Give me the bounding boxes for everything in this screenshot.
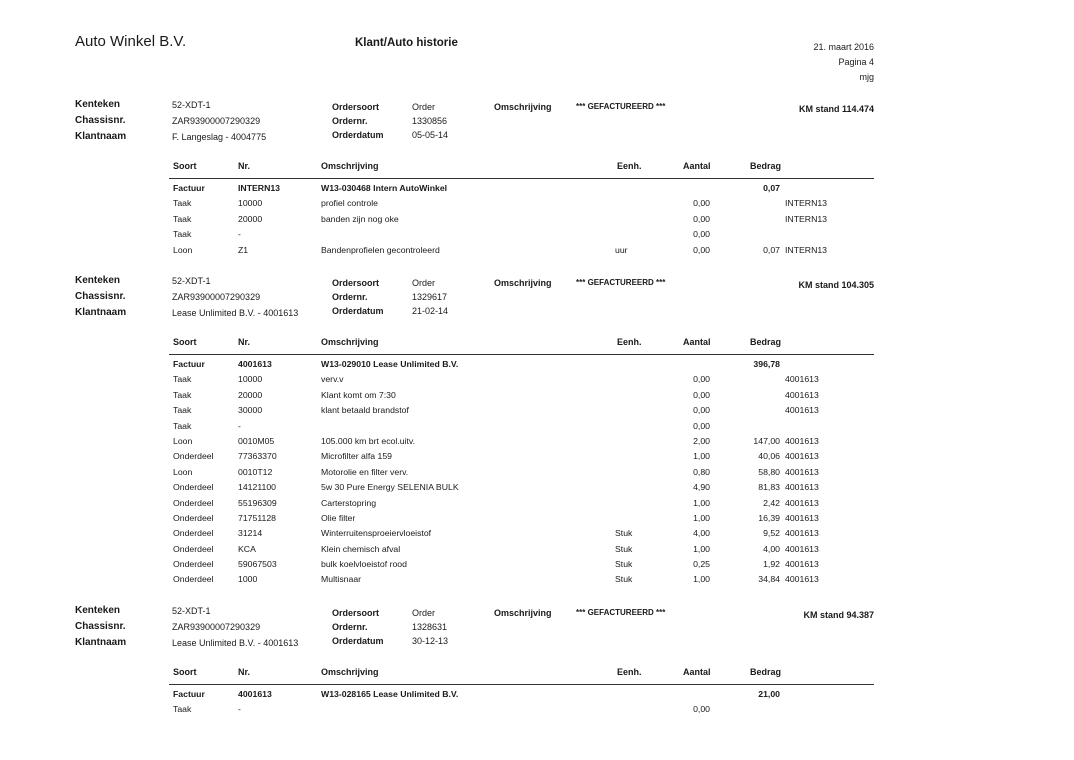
col-bedrag: Bedrag: [750, 337, 782, 347]
cell-soort: Taak: [173, 389, 192, 400]
ordernr-value: 1329617: [412, 292, 448, 302]
cell-omschrijving: banden zijn nog oke: [321, 213, 399, 224]
cell-aantal: 0,80: [693, 466, 710, 477]
cell-omschrijving: Klein chemisch afval: [321, 543, 401, 554]
chassis-value: ZAR93900007290329: [172, 622, 261, 632]
cell-soort: Taak: [173, 405, 192, 416]
col-aantal: Aantal: [683, 667, 711, 677]
order-values: [412, 100, 448, 142]
ordernr-value: 1328631: [412, 622, 448, 632]
cell-nr: 55196309: [238, 497, 277, 508]
cell-aantal: 1,00: [693, 451, 710, 462]
cell-bedrag: 40,06: [758, 451, 780, 462]
table-row: [0, 405, 1074, 420]
cell-bedrag: 1,92: [763, 559, 780, 570]
report-date: 21. maart 2016: [813, 42, 874, 52]
col-aantal: Aantal: [683, 161, 711, 171]
cell-soort: Factuur: [173, 689, 205, 699]
cell-soort: Onderdeel: [173, 543, 214, 554]
kenteken-value: 52-XDT-1: [172, 100, 211, 110]
cell-ref: 4001613: [785, 574, 819, 585]
chassis-value: ZAR93900007290329: [172, 292, 261, 302]
user-code: mjg: [859, 72, 874, 82]
cell-ref: 4001613: [785, 497, 819, 508]
orderdatum-label: Orderdatum: [332, 306, 384, 316]
table-row: [0, 421, 1074, 436]
cell-bedrag: 396,78: [753, 359, 780, 369]
cell-omschrijving: W13-030468 Intern AutoWinkel: [321, 183, 448, 193]
klant-value: F. Langeslag - 4004775: [172, 132, 267, 142]
col-nr: Nr.: [238, 337, 251, 347]
cell-eenh: Stuk: [615, 559, 633, 570]
cell-eenh: uur: [615, 244, 628, 255]
table-row: [0, 498, 1074, 513]
cell-aantal: 0,00: [693, 405, 710, 416]
cell-ref: INTERN13: [785, 244, 827, 255]
table-row: [0, 245, 1074, 260]
cell-soort: Onderdeel: [173, 528, 214, 539]
header-rule: [169, 178, 874, 179]
cell-nr: KCA: [238, 543, 256, 554]
klant-label: Klantnaam: [75, 131, 127, 142]
klant-label: Klantnaam: [75, 637, 127, 648]
cell-soort: Onderdeel: [173, 574, 214, 585]
order-labels: [332, 606, 384, 648]
col-bedrag: Bedrag: [750, 161, 782, 171]
cell-soort: Onderdeel: [173, 451, 214, 462]
table-row: [0, 390, 1074, 405]
cell-nr: 30000: [238, 405, 263, 416]
cell-ref: 4001613: [785, 559, 819, 570]
cell-bedrag: 2,42: [763, 497, 780, 508]
cell-omschrijving: Klant komt om 7:30: [321, 389, 396, 400]
cell-eenh: Stuk: [615, 574, 633, 585]
page-number: Pagina 4: [838, 57, 874, 67]
chassis-label: Chassisnr.: [75, 291, 126, 302]
table-row: [0, 229, 1074, 244]
klant-value: Lease Unlimited B.V. - 4001613: [172, 638, 299, 648]
col-eenh: Eenh.: [617, 667, 642, 677]
cell-ref: 4001613: [785, 374, 819, 385]
cell-eenh: Stuk: [615, 528, 633, 539]
orderdatum-label: Orderdatum: [332, 636, 384, 646]
cell-aantal: 1,00: [693, 497, 710, 508]
klant-label: Klantnaam: [75, 307, 127, 318]
chassis-label: Chassisnr.: [75, 621, 126, 632]
cell-aantal: 4,00: [693, 528, 710, 539]
cell-nr: 77363370: [238, 451, 277, 462]
kenteken-value: 52-XDT-1: [172, 606, 211, 616]
cell-omschrijving: Olie filter: [321, 512, 356, 523]
cell-soort: Taak: [173, 198, 192, 209]
col-soort: Soort: [173, 161, 197, 171]
table-row: [0, 513, 1074, 528]
kenteken-label: Kenteken: [75, 275, 121, 286]
cell-soort: Factuur: [173, 359, 205, 369]
cell-bedrag: 9,52: [763, 528, 780, 539]
table-header: [0, 161, 1074, 177]
km-stand: KM stand 94.387: [803, 610, 874, 620]
ordersoort-value: Order: [412, 102, 436, 112]
cell-omschrijving: Multisnaar: [321, 574, 362, 585]
cell-nr: 20000: [238, 213, 263, 224]
invoice-row: [0, 689, 1074, 704]
cell-bedrag: 34,84: [758, 574, 780, 585]
cell-nr: 4001613: [238, 689, 272, 699]
cell-bedrag: 58,80: [758, 466, 780, 477]
orderdatum-label: Orderdatum: [332, 130, 384, 140]
kenteken-label: Kenteken: [75, 99, 121, 110]
orderdatum-value: 21-02-14: [412, 306, 449, 316]
cell-nr: -: [238, 704, 241, 715]
document-title: Klant/Auto historie: [355, 37, 458, 49]
table-row: [0, 574, 1074, 589]
company-name: Auto Winkel B.V.: [75, 33, 187, 50]
cell-omschrijving: klant betaald brandstof: [321, 405, 409, 416]
cell-soort: Taak: [173, 374, 192, 385]
table-header: [0, 667, 1074, 683]
cell-nr: 4001613: [238, 359, 272, 369]
vehicle-values: [172, 97, 266, 145]
cell-bedrag: 0,07: [763, 244, 780, 255]
cell-soort: Onderdeel: [173, 559, 214, 570]
cell-nr: 71751128: [238, 512, 277, 523]
cell-nr: INTERN13: [238, 183, 280, 193]
cell-nr: Z1: [238, 244, 249, 255]
cell-bedrag: 4,00: [763, 543, 780, 554]
cell-ref: 4001613: [785, 482, 819, 493]
cell-bedrag: 16,39: [758, 512, 780, 523]
cell-soort: Loon: [173, 466, 193, 477]
cell-nr: 1000: [238, 574, 258, 585]
cell-ref: 4001613: [785, 528, 819, 539]
ordernr-label: Ordernr.: [332, 116, 368, 126]
km-stand: KM stand 114.474: [798, 104, 874, 114]
omschrijving-label: Omschrijving: [494, 608, 552, 618]
order-header: [0, 273, 1074, 333]
table-row: [0, 704, 1074, 719]
cell-ref: 4001613: [785, 543, 819, 554]
cell-soort: Loon: [173, 244, 193, 255]
col-omschrijving: Omschrijving: [321, 667, 379, 677]
header-rule: [169, 684, 874, 685]
table-row: [0, 528, 1074, 543]
cell-eenh: Stuk: [615, 543, 633, 554]
cell-bedrag: 147,00: [753, 435, 780, 446]
col-eenh: Eenh.: [617, 161, 642, 171]
kenteken-value: 52-XDT-1: [172, 276, 211, 286]
cell-nr: 0010M05: [238, 435, 275, 446]
cell-omschrijving: W13-028165 Lease Unlimited B.V.: [321, 689, 459, 699]
cell-nr: 10000: [238, 374, 263, 385]
table-row: [0, 451, 1074, 466]
vehicle-values: [172, 273, 298, 321]
cell-nr: 20000: [238, 389, 263, 400]
cell-soort: Onderdeel: [173, 512, 214, 523]
cell-omschrijving: 5w 30 Pure Energy SELENIA BULK: [321, 482, 459, 493]
col-omschrijving: Omschrijving: [321, 161, 379, 171]
cell-nr: 0010T12: [238, 466, 273, 477]
cell-ref: 4001613: [785, 512, 819, 523]
table-row: [0, 214, 1074, 229]
ordersoort-label: Ordersoort: [332, 102, 380, 112]
omschrijving-label: Omschrijving: [494, 278, 552, 288]
table-header: [0, 337, 1074, 353]
invoice-row: [0, 359, 1074, 374]
cell-ref: 4001613: [785, 466, 819, 477]
cell-ref: 4001613: [785, 389, 819, 400]
cell-bedrag: 21,00: [758, 689, 780, 699]
ordersoort-label: Ordersoort: [332, 608, 380, 618]
table-row: [0, 559, 1074, 574]
order-labels: [332, 100, 384, 142]
col-eenh: Eenh.: [617, 337, 642, 347]
table-row: [0, 436, 1074, 451]
col-soort: Soort: [173, 337, 197, 347]
orderdatum-value: 30-12-13: [412, 636, 449, 646]
cell-aantal: 4,90: [693, 482, 710, 493]
ordernr-label: Ordernr.: [332, 622, 368, 632]
cell-omschrijving: 105.000 km brt ecol.uitv.: [321, 435, 416, 446]
col-nr: Nr.: [238, 667, 251, 677]
cell-ref: INTERN13: [785, 213, 827, 224]
cell-ref: 4001613: [785, 435, 819, 446]
chassis-label: Chassisnr.: [75, 115, 126, 126]
table-row: [0, 198, 1074, 213]
cell-omschrijving: Winterruitensproeiervloeistof: [321, 528, 432, 539]
cell-nr: 31214: [238, 528, 263, 539]
ordersoort-value: Order: [412, 608, 436, 618]
status-value: *** GEFACTUREERD ***: [576, 102, 666, 111]
header-rule: [169, 354, 874, 355]
table-row: [0, 467, 1074, 482]
cell-soort: Taak: [173, 229, 192, 240]
table-row: [0, 482, 1074, 497]
vehicle-values: [172, 603, 298, 651]
cell-soort: Factuur: [173, 183, 205, 193]
cell-aantal: 0,25: [693, 559, 710, 570]
table-row: [0, 544, 1074, 559]
cell-omschrijving: W13-029010 Lease Unlimited B.V.: [321, 359, 459, 369]
cell-nr: -: [238, 420, 241, 431]
chassis-value: ZAR93900007290329: [172, 116, 261, 126]
cell-aantal: 1,00: [693, 574, 710, 585]
cell-soort: Onderdeel: [173, 497, 214, 508]
cell-omschrijving: profiel controle: [321, 198, 378, 209]
ordersoort-value: Order: [412, 278, 436, 288]
cell-aantal: 2,00: [693, 435, 710, 446]
cell-aantal: 0,00: [693, 244, 710, 255]
cell-omschrijving: Motorolie en filter verv.: [321, 466, 409, 477]
klant-value: Lease Unlimited B.V. - 4001613: [172, 308, 299, 318]
cell-nr: 10000: [238, 198, 263, 209]
vehicle-labels: [75, 603, 126, 651]
col-nr: Nr.: [238, 161, 251, 171]
cell-soort: Taak: [173, 213, 192, 224]
col-aantal: Aantal: [683, 337, 711, 347]
kenteken-label: Kenteken: [75, 605, 121, 616]
order-lines: [0, 359, 1074, 590]
cell-nr: 59067503: [238, 559, 277, 570]
orderdatum-value: 05-05-14: [412, 130, 449, 140]
cell-nr: 14121100: [238, 482, 277, 493]
km-stand: KM stand 104.305: [798, 280, 874, 290]
invoice-row: [0, 183, 1074, 198]
ordersoort-label: Ordersoort: [332, 278, 380, 288]
cell-ref: INTERN13: [785, 198, 827, 209]
order-labels: [332, 276, 384, 318]
ordernr-value: 1330856: [412, 116, 448, 126]
vehicle-labels: [75, 273, 126, 321]
table-row: [0, 374, 1074, 389]
cell-soort: Onderdeel: [173, 482, 214, 493]
cell-aantal: 0,00: [693, 374, 710, 385]
cell-ref: 4001613: [785, 451, 819, 462]
omschrijving-label: Omschrijving: [494, 102, 552, 112]
cell-soort: Loon: [173, 435, 193, 446]
cell-omschrijving: verv.v: [321, 374, 344, 385]
status-value: *** GEFACTUREERD ***: [576, 278, 666, 287]
cell-soort: Taak: [173, 420, 192, 431]
vehicle-labels: [75, 97, 126, 145]
col-omschrijving: Omschrijving: [321, 337, 379, 347]
col-soort: Soort: [173, 667, 197, 677]
cell-bedrag: 81,83: [758, 482, 780, 493]
cell-aantal: 0,00: [693, 198, 710, 209]
cell-omschrijving: bulk koelvloeistof rood: [321, 559, 407, 570]
order-header: [0, 97, 1074, 157]
cell-soort: Taak: [173, 704, 192, 715]
order-values: [412, 276, 448, 318]
ordernr-label: Ordernr.: [332, 292, 368, 302]
cell-aantal: 1,00: [693, 543, 710, 554]
report-meta: [813, 40, 874, 85]
cell-nr: -: [238, 229, 241, 240]
order-lines: [0, 689, 1074, 720]
cell-bedrag: 0,07: [763, 183, 780, 193]
order-values: [412, 606, 448, 648]
cell-aantal: 0,00: [693, 229, 710, 240]
cell-omschrijving: Microfilter alfa 159: [321, 451, 392, 462]
cell-omschrijving: Carterstopring: [321, 497, 377, 508]
col-bedrag: Bedrag: [750, 667, 782, 677]
order-header: [0, 603, 1074, 663]
cell-omschrijving: Bandenprofielen gecontroleerd: [321, 244, 440, 255]
cell-aantal: 0,00: [693, 389, 710, 400]
cell-aantal: 0,00: [693, 213, 710, 224]
cell-ref: 4001613: [785, 405, 819, 416]
cell-aantal: 0,00: [693, 704, 710, 715]
cell-aantal: 1,00: [693, 512, 710, 523]
order-lines: [0, 183, 1074, 260]
cell-aantal: 0,00: [693, 420, 710, 431]
status-value: *** GEFACTUREERD ***: [576, 608, 666, 617]
